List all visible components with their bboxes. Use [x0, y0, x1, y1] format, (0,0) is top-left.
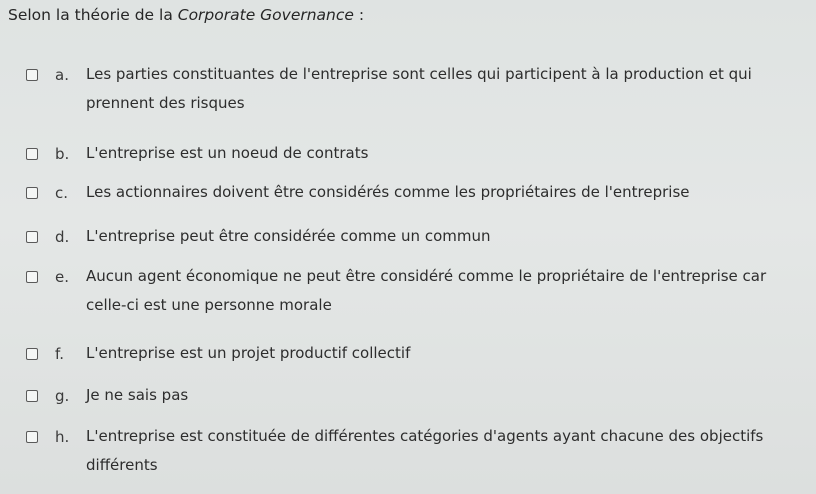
question-suffix: : — [353, 6, 365, 24]
option-letter: d. — [55, 228, 70, 246]
option-letter: b. — [55, 145, 70, 163]
option-letter: a. — [55, 66, 69, 84]
checkbox-e[interactable] — [26, 271, 38, 283]
checkbox-h[interactable] — [26, 431, 38, 443]
question-emphasis: Corporate Governance — [177, 6, 354, 24]
option-letter: e. — [55, 268, 69, 286]
checkbox-b[interactable] — [26, 148, 38, 160]
question-prefix: Selon la théorie de la — [8, 6, 178, 24]
option-text: Les parties constituantes de l'entreprise sont celles qui participent à la production et qui prennent des risques — [86, 65, 752, 112]
option-letter: g. — [55, 387, 70, 405]
option-letter: h. — [55, 428, 70, 446]
checkbox-c[interactable] — [26, 187, 38, 199]
checkbox-g[interactable] — [26, 390, 38, 402]
checkbox-f[interactable] — [26, 348, 38, 360]
checkbox-d[interactable] — [26, 231, 38, 243]
option-text: L'entreprise est un noeud de contrats — [86, 144, 369, 162]
checkbox-a[interactable] — [26, 69, 38, 81]
option-letter: c. — [55, 184, 69, 202]
option-text: L'entreprise peut être considérée comme un commun — [86, 227, 491, 245]
option-text: Les actionnaires doivent être considérés comme les propriétaires de l'entreprise — [86, 183, 690, 201]
option-text: Aucun agent économique ne peut être considéré comme le propriétaire de l'entreprise car celle-ci est une personne morale — [86, 267, 767, 314]
option-letter: f. — [55, 345, 64, 363]
option-text: L'entreprise est un projet productif collectif — [86, 344, 411, 362]
option-text: L'entreprise est constituée de différentes catégories d'agents ayant chacune des objectifs différents — [86, 427, 764, 474]
option-text: Je ne sais pas — [86, 386, 189, 404]
